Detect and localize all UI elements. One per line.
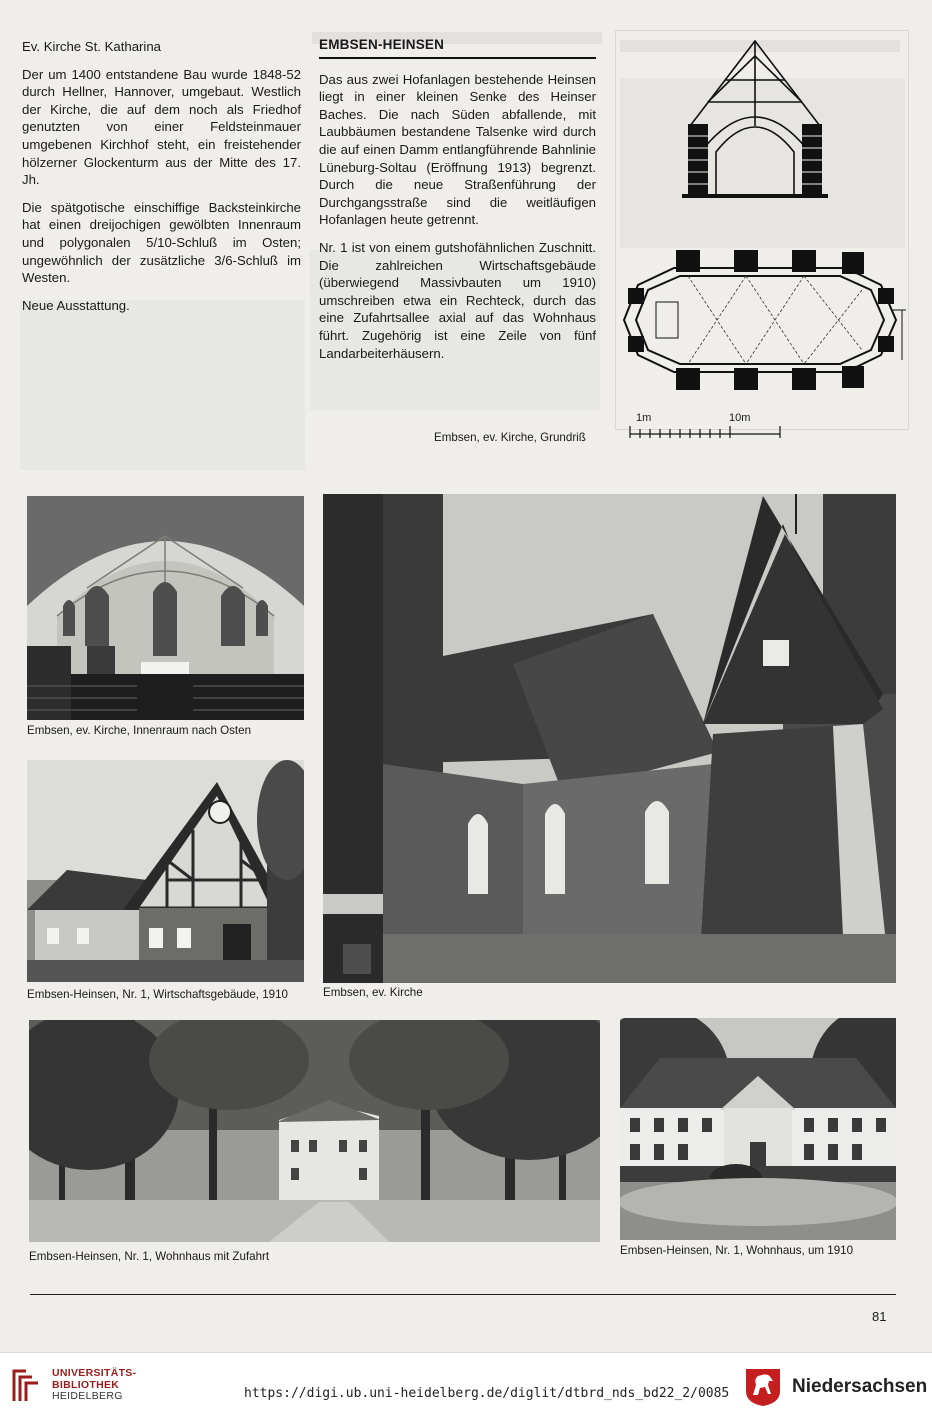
scale-label-10m: 10m <box>729 412 751 424</box>
plan-scale-bar <box>626 412 786 440</box>
farm-building-photo <box>27 760 304 982</box>
lower-saxony-horse-crest-icon[interactable] <box>744 1367 782 1407</box>
page-number: 81 <box>872 1309 887 1324</box>
house-photo <box>620 1018 896 1240</box>
plan-caption: Embsen, ev. Kirche, Grundriß <box>434 431 586 444</box>
church-photo <box>323 494 896 983</box>
middle-paragraph-2: Nr. 1 ist von einem gutshofähnlichen Zuschnitt. Die zahlreichen Wirtschaftsgebäude (überwiegend Massivbauten um 1910) umschreiben etwa ein Rechteck, durch das eine Zufahrtsallee axial auf das Wohnhaus führt. Zugehörig ist eine Zeile von fünf Landarbeiterhäusern. <box>319 239 596 361</box>
church-title: Ev. Kirche St. Katharina <box>22 39 162 54</box>
church-caption: Embsen, ev. Kirche <box>323 986 423 999</box>
document-url-link[interactable]: https://digi.ub.uni-heidelberg.de/diglit/dtbrd_nds_bd22_2/0085 <box>244 1386 730 1401</box>
church-section-drawing <box>680 36 830 208</box>
library-line-2: BIBLIOTHEK <box>52 1378 120 1391</box>
bleed-through-block-5 <box>20 300 305 470</box>
left-paragraph-2: Die spätgotische einschiffige Backsteinkirche hat einen dreijochigen gewölbten Innenraum und polygonalen 5/10-Schluß im Osten; ungewöhnlich der zusätzliche 3/6-Schluß im Westen. <box>22 199 301 286</box>
house-caption: Embsen-Heinsen, Nr. 1, Wohnhaus, um 1910 <box>620 1244 854 1257</box>
scale-label-1m: 1m <box>636 412 652 424</box>
left-paragraph-1: Der um 1400 entstandene Bau wurde 1848-52 durch Hellner, Hannover, umgebaut. Westlich der Kirche, die auf dem noch als Friedhof genutzten von einer Feldsteinmauer umgebenen Kirchhof steht, ein freistehender hölzerner Glockenturm aus der Mitte des 17. Jh. <box>22 66 301 188</box>
interior-caption: Embsen, ev. Kirche, Innenraum nach Osten <box>27 724 252 737</box>
state-name: Niedersachsen <box>792 1376 928 1397</box>
left-paragraph-3: Neue Ausstattung. <box>22 297 130 313</box>
library-line-3: HEIDELBERG <box>52 1390 123 1402</box>
church-floor-plan <box>616 240 906 420</box>
footer-bar <box>0 1352 932 1421</box>
driveway-photo <box>29 1020 600 1242</box>
university-library-name[interactable] <box>52 1368 136 1403</box>
farm-building-caption: Embsen-Heinsen, Nr. 1, Wirtschaftsgebäude, 1910 <box>27 988 288 1001</box>
university-library-logo-icon[interactable] <box>10 1367 44 1403</box>
middle-text-column <box>319 36 596 372</box>
interior-photo <box>27 496 304 720</box>
bottom-rule <box>30 1294 896 1295</box>
library-line-1: UNIVERSITÄTS- <box>52 1367 137 1379</box>
section-heading: EMBSEN-HEINSEN <box>319 36 596 59</box>
left-text-column <box>22 38 301 324</box>
driveway-caption: Embsen-Heinsen, Nr. 1, Wohnhaus mit Zufahrt <box>29 1250 270 1263</box>
middle-paragraph-1: Das aus zwei Hofanlagen bestehende Heinsen liegt in einer kleinen Senke des Heinser Baches. Die nach Süden abfallende, mit Laubbäumen bestandene Talsenke wird durch die auf einen Damm entlangführende Bahnlinie Lüneburg-Soltau (Eröffnung 1913) begrenzt. Durch die neue Straßenführung der Durchgangsstraße sind die weitläufigen Hofanlagen heute getrennt. <box>319 71 596 228</box>
